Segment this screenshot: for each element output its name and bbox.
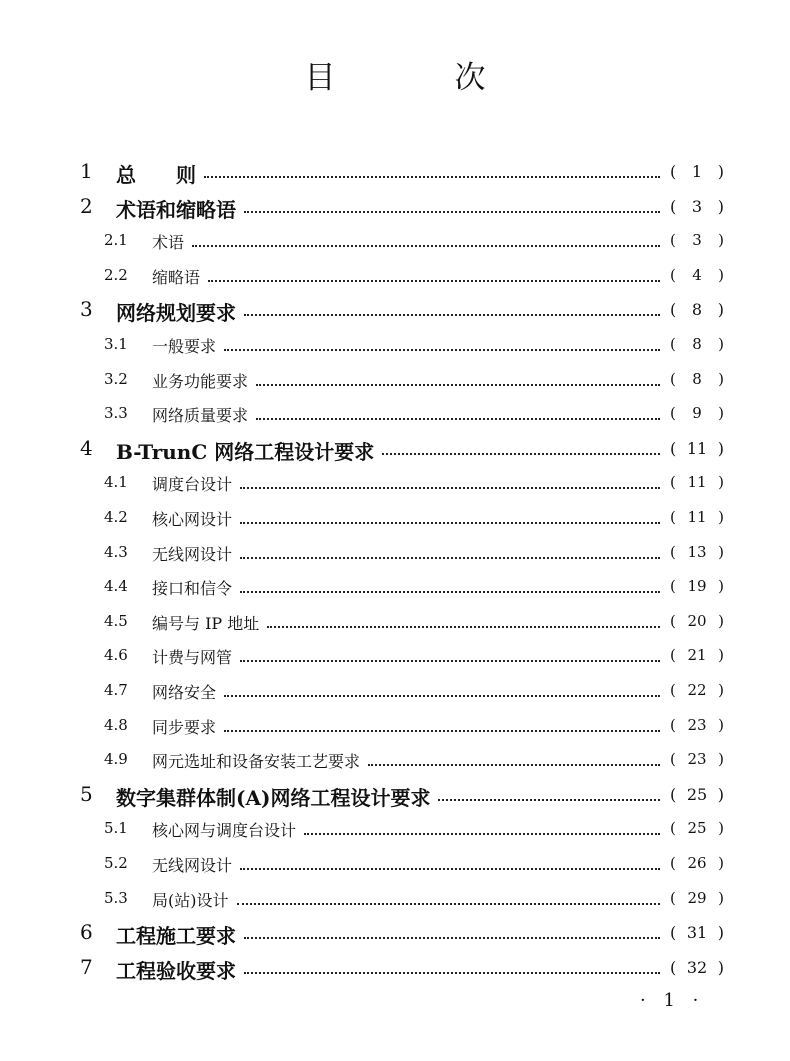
paren-close: ) (718, 611, 724, 630)
toc-entry[interactable] (0, 951, 790, 985)
toc-leader-dots (267, 624, 660, 628)
paren-open: ( (670, 300, 677, 320)
toc-entry[interactable] (0, 155, 790, 189)
toc-entry[interactable] (0, 639, 790, 673)
toc-leader-dots (224, 693, 660, 697)
paren-close: ) (717, 196, 724, 216)
paren-open: ( (670, 162, 677, 181)
toc-entry[interactable] (0, 224, 790, 258)
toc-page-number: 1 (691, 162, 703, 181)
toc-leader-dots (256, 416, 660, 420)
toc-entry-label: 接口和信令 (152, 579, 233, 599)
toc-page-ref (670, 439, 724, 458)
toc-leader-dots (208, 278, 660, 282)
toc-entry-number: 5.2 (104, 854, 128, 872)
toc-entry-number: 3.2 (104, 369, 128, 388)
toc-entry[interactable] (0, 882, 790, 916)
toc-page-ref (670, 300, 724, 319)
toc-entry-label: 一般要求 (152, 337, 217, 356)
toc-page-number: 8 (691, 300, 703, 320)
toc-entry-number: 4.2 (104, 508, 128, 526)
paren-open: ( (670, 369, 676, 388)
toc-leader-dots (240, 658, 660, 662)
toc-leader-dots (256, 382, 660, 386)
paren-open: ( (670, 611, 676, 630)
toc-entry[interactable] (0, 432, 790, 466)
paren-close: ) (718, 508, 724, 526)
toc-page-number: 4 (692, 265, 702, 284)
paren-open: ( (670, 542, 676, 561)
paren-close: ) (718, 577, 724, 596)
toc-page-number: 11 (687, 508, 707, 526)
toc-leader-dots (244, 209, 660, 213)
paren-close: ) (717, 923, 724, 943)
toc-entry-label: 术语和缩略语 (116, 197, 236, 222)
toc-entry-number: 6 (80, 920, 93, 945)
toc-entry[interactable] (0, 709, 790, 743)
paren-close: ) (717, 957, 724, 977)
paren-open: ( (670, 438, 677, 458)
toc-page-number: 32 (686, 957, 708, 977)
toc-page-ref (670, 681, 724, 699)
toc-entry[interactable] (0, 293, 790, 327)
toc-entry-number: 2.2 (104, 265, 128, 284)
toc-leader-dots (240, 589, 660, 593)
toc-entry[interactable] (0, 605, 790, 639)
toc-page-number: 20 (687, 611, 707, 630)
paren-open: ( (670, 750, 676, 769)
toc-entry-label: B-TrunC 网络工程设计要求 (116, 439, 375, 464)
toc-entry-label: 缩略语 (152, 267, 201, 287)
paren-open: ( (670, 404, 676, 423)
toc-page-ref (670, 404, 724, 422)
toc-page-ref (670, 266, 724, 284)
toc-page-ref (670, 577, 724, 595)
paren-close: ) (717, 784, 724, 804)
toc-entry-label: 核心网与调度台设计 (152, 821, 297, 841)
toc-page-number: 21 (687, 646, 707, 665)
toc-entry-label: 核心网设计 (152, 510, 233, 529)
toc-page-ref (670, 543, 724, 561)
toc-leader-dots (240, 485, 660, 489)
paren-open: ( (670, 854, 676, 872)
toc-entry-label: 业务功能要求 (152, 371, 249, 391)
toc-page-number: 26 (687, 854, 707, 872)
toc-page-number: 25 (687, 819, 707, 838)
paren-open: ( (670, 508, 676, 526)
toc-page-number: 22 (687, 681, 707, 699)
toc-entry-label: 术语 (152, 233, 185, 253)
toc-entry-number: 4.9 (104, 750, 128, 769)
toc-entry-number: 4 (80, 435, 93, 460)
paren-close: ) (718, 854, 724, 872)
toc-leader-dots (382, 451, 660, 455)
paren-close: ) (717, 438, 724, 458)
paren-close: ) (717, 162, 724, 181)
toc-entry[interactable] (0, 916, 790, 950)
paren-open: ( (670, 784, 677, 804)
toc-entry-label: 工程施工要求 (116, 924, 236, 949)
toc-leader-dots (204, 174, 660, 178)
toc-entry-number: 1 (80, 159, 93, 183)
toc-entry[interactable] (0, 570, 790, 604)
toc-entry-number: 5.1 (104, 819, 128, 838)
paren-open: ( (670, 335, 676, 353)
toc-entry-number: 3 (80, 297, 93, 322)
toc-page-ref (670, 785, 724, 804)
toc-page-ref (670, 612, 724, 630)
toc-leader-dots (244, 935, 660, 939)
toc-page-ref (670, 370, 724, 388)
toc-page-number: 8 (692, 335, 702, 353)
toc-entry-number: 2.1 (104, 231, 128, 250)
paren-close: ) (718, 265, 724, 284)
toc-page-number: 31 (686, 923, 708, 943)
toc-leader-dots (237, 901, 660, 905)
paren-open: ( (670, 577, 676, 596)
toc-entry-label: 网络质量要求 (152, 406, 249, 426)
toc-entry[interactable] (0, 847, 790, 881)
toc-page-ref (670, 162, 724, 181)
toc-entry[interactable] (0, 536, 790, 570)
paren-open: ( (670, 646, 676, 665)
toc-entry-label: 无线网设计 (152, 856, 233, 875)
toc-entry[interactable] (0, 363, 790, 397)
toc-page-number: 23 (687, 715, 707, 734)
toc-entry-number: 4.1 (104, 473, 128, 492)
toc-entry-number: 5 (80, 781, 93, 806)
page-number: · 1 · (640, 990, 705, 1011)
toc-leader-dots (304, 831, 660, 835)
toc-page-number: 3 (691, 196, 703, 216)
paren-close: ) (718, 335, 724, 353)
toc-entry-label: 无线网设计 (152, 544, 233, 564)
page-title: 目 次 (304, 60, 530, 96)
toc-page-ref (670, 750, 724, 768)
paren-close: ) (717, 300, 724, 320)
paren-close: ) (718, 369, 724, 388)
toc-page-ref (670, 958, 724, 977)
toc-page-ref (670, 231, 724, 249)
toc-entry-label: 网元选址和设备安装工艺要求 (152, 752, 361, 772)
paren-open: ( (670, 473, 676, 492)
toc-entry-label: 局(站)设计 (152, 890, 229, 910)
toc-entry-label: 网络规划要求 (116, 301, 236, 326)
paren-open: ( (670, 265, 676, 284)
paren-close: ) (718, 715, 724, 734)
paren-close: ) (718, 819, 724, 838)
paren-open: ( (670, 957, 677, 977)
paren-open: ( (670, 231, 676, 250)
toc-entry-number: 3.3 (104, 404, 128, 423)
toc-entry[interactable] (0, 259, 790, 293)
toc-entry-number: 4.3 (104, 542, 128, 561)
toc-page-ref (670, 508, 724, 526)
toc-page-ref (670, 716, 724, 734)
toc-entry[interactable] (0, 778, 790, 812)
toc-entry-number: 4.5 (104, 611, 128, 630)
toc-page-number: 8 (692, 369, 702, 388)
toc-page-number: 19 (687, 577, 707, 596)
toc-page-number: 3 (692, 231, 702, 250)
toc-entry-number: 7 (80, 954, 93, 979)
toc-entry[interactable] (0, 190, 790, 224)
toc-entry-label: 网络安全 (152, 683, 217, 702)
toc-page-number: 25 (686, 784, 708, 804)
paren-close: ) (718, 750, 724, 769)
toc-leader-dots (192, 243, 660, 247)
toc-page-number: 13 (687, 542, 707, 561)
toc-entry-number: 4.6 (104, 646, 128, 665)
toc-entry-number: 4.4 (104, 577, 128, 596)
toc-leader-dots (240, 520, 660, 524)
toc-page-ref (670, 819, 724, 837)
paren-close: ) (718, 542, 724, 561)
toc-leader-dots (240, 866, 660, 870)
toc-entry-label: 工程验收要求 (116, 958, 236, 983)
toc-entry-label: 数字集群体制(A)网络工程设计要求 (116, 785, 431, 810)
toc-leader-dots (244, 312, 660, 316)
toc-entry-label: 编号与 IP 地址 (152, 613, 260, 633)
paren-open: ( (670, 715, 676, 734)
toc-entry-number: 3.1 (104, 335, 128, 353)
toc-page-number: 11 (686, 438, 708, 458)
toc-page-number: 11 (687, 473, 707, 492)
toc-page-ref (670, 854, 724, 872)
toc-entry[interactable] (0, 466, 790, 500)
paren-close: ) (718, 404, 724, 423)
paren-close: ) (718, 231, 724, 250)
toc-page-ref (670, 889, 724, 907)
paren-open: ( (670, 888, 676, 907)
paren-close: ) (718, 646, 724, 665)
toc-page-ref (670, 335, 724, 353)
toc-entry-label: 总 则 (116, 163, 196, 187)
toc-entry-number: 4.8 (104, 715, 128, 734)
toc-entry-label: 计费与网管 (152, 648, 233, 668)
toc-entry-number: 2 (80, 193, 93, 218)
paren-open: ( (670, 681, 676, 699)
toc-leader-dots (438, 797, 660, 801)
toc-page-ref (670, 923, 724, 942)
toc-leader-dots (224, 347, 660, 351)
toc-page-number: 29 (687, 888, 707, 907)
paren-open: ( (670, 923, 677, 943)
toc-entry[interactable] (0, 812, 790, 846)
toc-leader-dots (224, 728, 660, 732)
paren-close: ) (718, 681, 724, 699)
toc-page-ref (670, 473, 724, 491)
paren-close: ) (718, 473, 724, 492)
toc-page-number: 23 (687, 750, 707, 769)
toc-entry-label: 同步要求 (152, 717, 217, 737)
toc-entry-number: 5.3 (104, 888, 128, 907)
toc-entry-label: 调度台设计 (152, 475, 233, 495)
toc-page-number: 9 (692, 404, 702, 423)
toc-leader-dots (244, 970, 660, 974)
toc-entry[interactable] (0, 397, 790, 431)
toc-page-ref (670, 197, 724, 216)
paren-open: ( (670, 196, 677, 216)
toc-entry-number: 4.7 (104, 681, 128, 699)
toc-entry[interactable] (0, 674, 790, 708)
toc-entry[interactable] (0, 743, 790, 777)
toc-entry[interactable] (0, 328, 790, 362)
paren-close: ) (718, 888, 724, 907)
toc-page-ref (670, 646, 724, 664)
toc-leader-dots (240, 555, 660, 559)
toc-entry[interactable] (0, 501, 790, 535)
toc-leader-dots (368, 762, 660, 766)
paren-open: ( (670, 819, 676, 838)
